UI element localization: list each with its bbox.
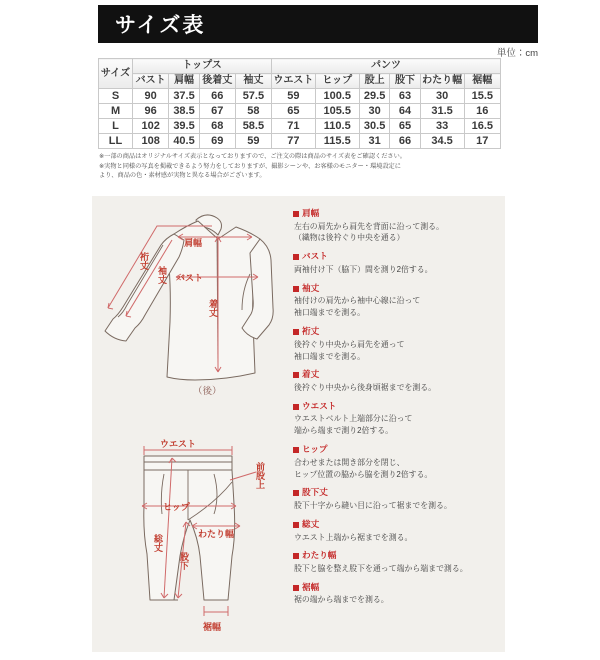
legend-item [293, 251, 501, 275]
table-cell-value: 90 [133, 89, 169, 104]
table-cell-value: 17 [464, 134, 500, 149]
legend-item-line: 端から端まで測り2倍する。 [294, 426, 394, 436]
legend-item [293, 550, 501, 574]
size-chart-table [98, 58, 501, 149]
legend-item [293, 369, 501, 393]
table-cell-value: 38.5 [169, 104, 200, 119]
table-header-waist: ウエスト [272, 74, 316, 89]
pants-label-hip: ヒップ [163, 502, 190, 512]
legend-item-title [293, 369, 501, 381]
tops-label-sleeve: 袖丈 [157, 266, 167, 284]
legend-item-description [294, 295, 501, 319]
legend-item [293, 487, 501, 511]
table-group-header-row [99, 59, 501, 74]
pants-label-waist: ウエスト [160, 439, 197, 449]
table-cell-value: 34.5 [420, 134, 464, 149]
table-cell-value: 15.5 [464, 89, 500, 104]
table-cell-value: 33 [420, 119, 464, 134]
table-row [99, 104, 501, 119]
legend-item-line: ウエスト上端から裾までを測る。 [294, 532, 413, 542]
legend-item-title-text: バスト [302, 251, 328, 262]
table-cell-value: 30.5 [359, 119, 390, 134]
legend-item-title [293, 444, 501, 456]
table-cell-value: 108 [133, 134, 169, 149]
table-header [99, 59, 501, 89]
table-cell-value: 71 [272, 119, 316, 134]
table-row [99, 89, 501, 104]
legend-item-line: 後衿ぐり中央から肩先を通って [294, 339, 405, 349]
square-bullet-icon [293, 254, 299, 260]
legend-item [293, 519, 501, 543]
table-header-hip: ヒップ [315, 74, 359, 89]
legend-item-line: 裾の端から端までを測る。 [294, 595, 389, 605]
table-group-header-pants: パンツ [272, 59, 501, 74]
table-cell-value: 64 [390, 104, 420, 119]
legend-item-title [293, 401, 501, 413]
tops-diagram-svg [100, 204, 278, 409]
legend-item-line: 合わせまたは開き部分を閉じ、 [294, 457, 405, 467]
table-header-hem: 裾幅 [464, 74, 500, 89]
legend-item-description [294, 532, 501, 544]
table-cell-value: 58 [235, 104, 271, 119]
tops-label-bust: バスト [176, 273, 204, 283]
table-header-thigh: わたり幅 [420, 74, 464, 89]
legend-item-description [294, 339, 501, 363]
table-cell-value: 100.5 [315, 89, 359, 104]
table-cell-value: 96 [133, 104, 169, 119]
square-bullet-icon [293, 585, 299, 591]
table-header-sleeve: 袖丈 [235, 74, 271, 89]
legend-item-line: ヒップ位置の脇から脇を測り2倍する。 [294, 469, 433, 479]
square-bullet-icon [293, 286, 299, 292]
table-cell-value: 59 [235, 134, 271, 149]
measurement-legend [293, 208, 501, 613]
pants-label-inseam: 股下 [179, 552, 189, 570]
legend-item-line: 両袖付け下（脇下）間を測り2倍する。 [294, 264, 433, 274]
legend-item-description [294, 457, 501, 481]
table-cell-value: 102 [133, 119, 169, 134]
legend-item-line: 袖口端までを測る。 [294, 308, 366, 318]
square-bullet-icon [293, 211, 299, 217]
table-cell-value: 30 [420, 89, 464, 104]
table-group-header-tops: トップス [133, 59, 272, 74]
legend-item-line: 後衿ぐり中央から後身頃裾までを測る。 [294, 382, 437, 392]
table-cell-value: 65 [272, 104, 316, 119]
tops-label-shoulder: 肩幅 [184, 238, 203, 248]
table-cell-value: 30 [359, 104, 390, 119]
table-cell-value: 37.5 [169, 89, 200, 104]
square-bullet-icon [293, 553, 299, 559]
legend-item-line: 股下十字から縫い目に沿って裾までを測る。 [294, 501, 452, 511]
table-cell-value: 31 [359, 134, 390, 149]
table-cell-value: 66 [199, 89, 235, 104]
legend-item-title-text: 裾幅 [302, 581, 320, 592]
pants-label-thigh: わたり幅 [198, 529, 235, 539]
table-body [99, 89, 501, 149]
legend-item-title-text: 股下丈 [302, 487, 328, 498]
table-cell-value: 58.5 [235, 119, 271, 134]
page-title: サイズ表 [115, 14, 206, 37]
square-bullet-icon [293, 404, 299, 410]
legend-item [293, 326, 501, 362]
disclaimer-line-1: ※一部の商品はオリジナルサイズ表示となっておりますので、ご注文の際は商品のサイズ表をご確認ください。 [99, 153, 406, 160]
legend-item-line: 股下と脇を整え股下を通って端から端まで測る。 [294, 563, 468, 573]
unit-note: 単位：cm [496, 48, 538, 59]
legend-item-title [293, 326, 501, 338]
legend-item-description [294, 594, 501, 606]
legend-item-description [294, 221, 501, 245]
table-cell-value: 40.5 [169, 134, 200, 149]
pants-label-hem: 裾幅 [203, 622, 222, 632]
table-cell-value: 59 [272, 89, 316, 104]
tops-label-yuki: 裄丈 [139, 252, 149, 270]
legend-item-line: 左右の肩先から肩先を背面に沿って測る。 [294, 221, 444, 231]
legend-item [293, 444, 501, 480]
legend-item-title [293, 208, 501, 220]
disclaimer-note [99, 152, 504, 181]
legend-item-title [293, 283, 501, 295]
table-cell-value: 39.5 [169, 119, 200, 134]
legend-item-title-text: 裄丈 [302, 326, 320, 337]
legend-item-description [294, 264, 501, 276]
table-header-bust: バスト [133, 74, 169, 89]
legend-item-title [293, 487, 501, 499]
tops-label-back-view: （後） [193, 386, 222, 397]
tops-diagram [100, 204, 278, 414]
legend-item-title-text: 総丈 [302, 518, 320, 529]
disclaimer-line-3: より、商品の色・素材感が実物と異なる場合がございます。 [99, 172, 266, 180]
legend-item-title-text: わたり幅 [302, 550, 337, 561]
table-cell-value: 65 [390, 119, 420, 134]
legend-item-title-text: 着丈 [302, 369, 320, 380]
square-bullet-icon [293, 447, 299, 453]
page-title-bar [98, 5, 538, 43]
pants-diagram-svg [100, 434, 278, 642]
table-row [99, 134, 501, 149]
pants-label-front-rise: 前股上 [255, 462, 265, 489]
legend-item-line: 袖口端までを測る。 [294, 351, 366, 361]
table-cell-value: 67 [199, 104, 235, 119]
legend-item-description [294, 382, 501, 394]
table-cell-value: 31.5 [420, 104, 464, 119]
square-bullet-icon [293, 522, 299, 528]
table-cell-value: 110.5 [315, 119, 359, 134]
table-cell-value: 105.5 [315, 104, 359, 119]
legend-item [293, 283, 501, 319]
legend-item-line: 袖付けの肩先から袖中心線に沿って [294, 296, 421, 306]
table-cell-value: 66 [390, 134, 420, 149]
table-header-shoulder: 肩幅 [169, 74, 200, 89]
disclaimer-line-2: ※実物と同様の写真を掲載できるよう努力をしておりますが、撮影シーンや、お客様のモニター・環境設定に [99, 162, 401, 170]
table-header-inseam: 股下 [390, 74, 420, 89]
table-header-rise: 股上 [359, 74, 390, 89]
legend-item-line: ウエストベルト上端部分に沿って [294, 414, 413, 424]
table-cell-value: 29.5 [359, 89, 390, 104]
table-row [99, 119, 501, 134]
table-cell-value: 16.5 [464, 119, 500, 134]
table-cell-size: S [99, 89, 133, 104]
square-bullet-icon [293, 490, 299, 496]
legend-item-title [293, 519, 501, 531]
legend-item [293, 401, 501, 437]
legend-item-title [293, 582, 501, 594]
legend-item-description [294, 563, 501, 575]
table-cell-value: 57.5 [235, 89, 271, 104]
table-cell-value: 69 [199, 134, 235, 149]
table-cell-value: 63 [390, 89, 420, 104]
measurement-guide-panel [92, 196, 505, 652]
diagram-column [92, 196, 282, 652]
square-bullet-icon [293, 372, 299, 378]
legend-item [293, 582, 501, 606]
legend-item-description [294, 413, 501, 437]
table-cell-value: 68 [199, 119, 235, 134]
tops-label-length: 着丈 [208, 299, 218, 317]
legend-item-title-text: ウエスト [302, 400, 337, 411]
legend-item-title [293, 550, 501, 562]
table-cell-size: LL [99, 134, 133, 149]
table-header-back-length: 後着丈 [199, 74, 235, 89]
legend-item-title [293, 251, 501, 263]
pants-label-total-length: 総丈 [153, 534, 163, 552]
legend-item-description [294, 500, 501, 512]
table-cell-value: 115.5 [315, 134, 359, 149]
table-column-header-row [99, 74, 501, 89]
table-header-size: サイズ [99, 59, 133, 89]
legend-item-title-text: 肩幅 [302, 208, 320, 218]
square-bullet-icon [293, 329, 299, 335]
legend-item-title-text: ヒップ [302, 444, 328, 455]
legend-item [293, 208, 501, 244]
legend-item-line: （織物は後衿ぐり中央を通る） [294, 233, 405, 243]
table-cell-size: L [99, 119, 133, 134]
table-cell-size: M [99, 104, 133, 119]
table-cell-value: 77 [272, 134, 316, 149]
table-cell-value: 16 [464, 104, 500, 119]
legend-item-title-text: 袖丈 [302, 282, 320, 293]
pants-diagram [100, 434, 278, 647]
